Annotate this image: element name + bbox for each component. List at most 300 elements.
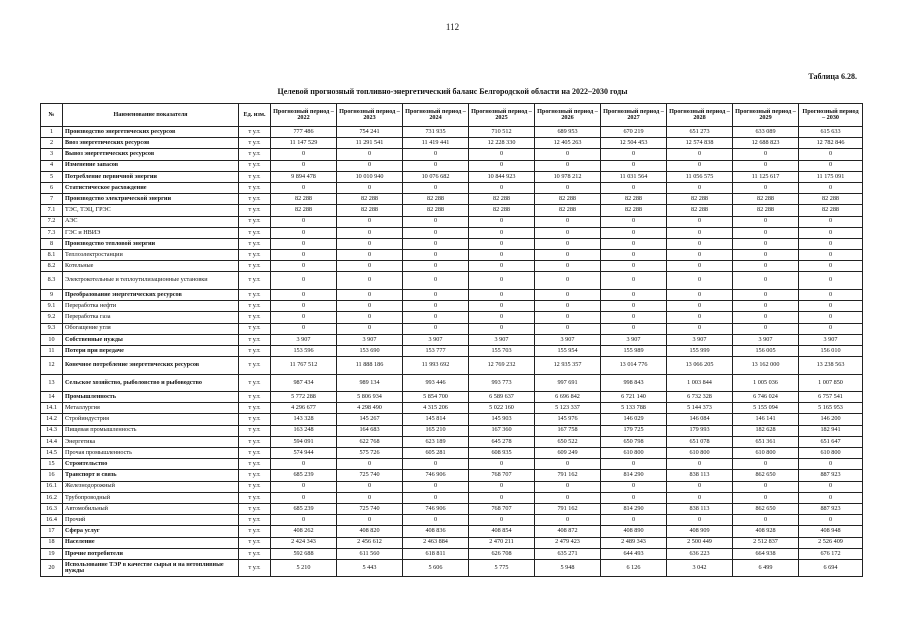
value-cell: 1 005 036 (733, 374, 799, 392)
unit-cell: т у.т. (239, 182, 271, 193)
value-cell: 651 273 (667, 127, 733, 138)
value-cell: 408 909 (667, 526, 733, 537)
value-cell: 82 288 (535, 205, 601, 216)
indicator-name: Прочие потребители (63, 548, 239, 559)
indicator-name: Прочая промышленность (63, 448, 239, 459)
value-cell: 0 (403, 182, 469, 193)
table-row (41, 537, 863, 548)
value-cell: 0 (403, 250, 469, 261)
value-cell: 0 (337, 149, 403, 160)
value-cell: 3 907 (601, 334, 667, 345)
value-cell: 1 007 850 (799, 374, 863, 392)
unit-cell: т у.т. (239, 470, 271, 481)
row-number: 16.2 (41, 492, 63, 503)
value-cell: 0 (733, 289, 799, 300)
value-cell: 163 248 (271, 425, 337, 436)
value-cell: 594 091 (271, 436, 337, 447)
column-header: Ед. изм. (239, 104, 271, 127)
unit-cell: т у.т. (239, 138, 271, 149)
value-cell: 1 003 844 (667, 374, 733, 392)
value-cell: 0 (271, 238, 337, 249)
value-cell: 11 888 186 (337, 357, 403, 375)
value-cell: 146 084 (667, 414, 733, 425)
value-cell: 0 (271, 459, 337, 470)
value-cell: 644 493 (601, 548, 667, 559)
value-cell: 12 228 330 (469, 138, 535, 149)
value-cell: 3 907 (535, 334, 601, 345)
value-cell: 0 (271, 492, 337, 503)
unit-cell: т у.т. (239, 250, 271, 261)
unit-cell: т у.т. (239, 205, 271, 216)
table-row (41, 403, 863, 414)
value-cell: 0 (667, 160, 733, 171)
value-cell: 0 (667, 459, 733, 470)
value-cell: 0 (403, 261, 469, 272)
unit-cell: т у.т. (239, 357, 271, 375)
value-cell: 11 767 512 (271, 357, 337, 375)
value-cell: 0 (733, 515, 799, 526)
value-cell: 153 690 (337, 345, 403, 356)
value-cell: 0 (535, 182, 601, 193)
row-number: 18 (41, 537, 63, 548)
indicator-name: Переработка нефти (63, 301, 239, 312)
value-cell: 0 (469, 261, 535, 272)
value-cell: 754 241 (337, 127, 403, 138)
value-cell: 651 647 (799, 436, 863, 447)
value-cell: 0 (733, 216, 799, 227)
value-cell: 610 800 (667, 448, 733, 459)
value-cell: 0 (601, 301, 667, 312)
value-cell: 11 056 575 (667, 171, 733, 182)
value-cell: 862 650 (733, 503, 799, 514)
row-number: 7.1 (41, 205, 63, 216)
value-cell: 3 042 (667, 559, 733, 577)
value-cell: 82 288 (535, 194, 601, 205)
value-cell: 633 089 (733, 127, 799, 138)
table-row (41, 559, 863, 577)
indicator-name: Преобразование энергетических ресурсов (63, 289, 239, 300)
value-cell: 0 (403, 289, 469, 300)
value-cell: 0 (271, 312, 337, 323)
table-row (41, 127, 863, 138)
value-cell: 0 (667, 301, 733, 312)
value-cell: 0 (271, 216, 337, 227)
unit-cell: т у.т. (239, 127, 271, 138)
value-cell: 155 999 (667, 345, 733, 356)
value-cell: 0 (733, 312, 799, 323)
unit-cell: т у.т. (239, 503, 271, 514)
row-number: 10 (41, 334, 63, 345)
table-row (41, 334, 863, 345)
value-cell: 838 113 (667, 503, 733, 514)
value-cell: 0 (403, 323, 469, 334)
value-cell: 791 162 (535, 470, 601, 481)
value-cell: 146 029 (601, 414, 667, 425)
value-cell: 0 (337, 301, 403, 312)
value-cell: 0 (799, 250, 863, 261)
value-cell: 0 (667, 515, 733, 526)
value-cell: 13 066 205 (667, 357, 733, 375)
value-cell: 82 288 (469, 194, 535, 205)
value-cell: 82 288 (799, 205, 863, 216)
value-cell: 0 (403, 238, 469, 249)
value-cell: 0 (337, 216, 403, 227)
value-cell: 10 844 923 (469, 171, 535, 182)
value-cell: 82 288 (667, 194, 733, 205)
value-cell: 6 721 140 (601, 392, 667, 403)
indicator-name: Сельское хозяйство, рыболовство и рыбоводство (63, 374, 239, 392)
value-cell: 3 907 (733, 334, 799, 345)
value-cell: 610 800 (733, 448, 799, 459)
value-cell: 82 288 (403, 205, 469, 216)
value-cell: 618 811 (403, 548, 469, 559)
value-cell: 2 489 343 (601, 537, 667, 548)
value-cell: 689 953 (535, 127, 601, 138)
unit-cell: т у.т. (239, 548, 271, 559)
value-cell: 0 (337, 492, 403, 503)
value-cell: 0 (601, 238, 667, 249)
value-cell: 0 (535, 459, 601, 470)
value-cell: 0 (271, 261, 337, 272)
value-cell: 6 694 (799, 559, 863, 577)
unit-cell: т у.т. (239, 559, 271, 577)
value-cell: 3 907 (667, 334, 733, 345)
value-cell: 731 935 (403, 127, 469, 138)
value-cell: 0 (403, 515, 469, 526)
unit-cell: т у.т. (239, 171, 271, 182)
value-cell: 0 (337, 459, 403, 470)
value-cell: 0 (271, 160, 337, 171)
value-cell: 0 (535, 289, 601, 300)
value-cell: 0 (403, 492, 469, 503)
indicator-name: Котельные (63, 261, 239, 272)
value-cell: 11 031 564 (601, 171, 667, 182)
value-cell: 153 596 (271, 345, 337, 356)
unit-cell: т у.т. (239, 425, 271, 436)
indicator-name: Использование ТЭР в качестве сырья и на нетопливные нужды (63, 559, 239, 577)
value-cell: 2 463 884 (403, 537, 469, 548)
value-cell: 167 758 (535, 425, 601, 436)
value-cell: 0 (733, 238, 799, 249)
value-cell: 5 606 (403, 559, 469, 577)
value-cell: 0 (601, 289, 667, 300)
row-number: 16.1 (41, 481, 63, 492)
value-cell: 0 (601, 459, 667, 470)
value-cell: 710 512 (469, 127, 535, 138)
value-cell: 82 288 (337, 205, 403, 216)
value-cell: 408 948 (799, 526, 863, 537)
row-number: 6 (41, 182, 63, 193)
value-cell: 768 707 (469, 470, 535, 481)
indicator-name: Теплоэлектростанции (63, 250, 239, 261)
value-cell: 156 010 (799, 345, 863, 356)
value-cell: 0 (469, 312, 535, 323)
indicator-name: Производство энергетических ресурсов (63, 127, 239, 138)
row-number: 11 (41, 345, 63, 356)
value-cell: 408 836 (403, 526, 469, 537)
table-row (41, 481, 863, 492)
value-cell: 777 486 (271, 127, 337, 138)
value-cell: 0 (337, 312, 403, 323)
value-cell: 0 (535, 312, 601, 323)
column-header: Прогнозный период – 2022 (271, 104, 337, 127)
value-cell: 626 708 (469, 548, 535, 559)
row-number: 7 (41, 194, 63, 205)
value-cell: 725 740 (337, 503, 403, 514)
table-row (41, 470, 863, 481)
value-cell: 0 (799, 238, 863, 249)
value-cell: 6 746 024 (733, 392, 799, 403)
value-cell: 575 726 (337, 448, 403, 459)
value-cell: 9 894 478 (271, 171, 337, 182)
value-cell: 2 512 837 (733, 537, 799, 548)
table-row (41, 414, 863, 425)
value-cell: 0 (403, 216, 469, 227)
table-header-row (41, 104, 863, 127)
value-cell: 0 (601, 312, 667, 323)
value-cell: 0 (601, 216, 667, 227)
value-cell: 610 800 (799, 448, 863, 459)
row-number: 8.3 (41, 272, 63, 290)
table-row (41, 548, 863, 559)
value-cell: 989 134 (337, 374, 403, 392)
value-cell: 6 696 842 (535, 392, 601, 403)
value-cell: 0 (799, 289, 863, 300)
value-cell: 0 (337, 515, 403, 526)
row-number: 19 (41, 548, 63, 559)
value-cell: 0 (469, 323, 535, 334)
row-number: 14.5 (41, 448, 63, 459)
value-cell: 179 993 (667, 425, 733, 436)
value-cell: 2 526 409 (799, 537, 863, 548)
unit-cell: т у.т. (239, 537, 271, 548)
column-header: Прогнозный период – 2030 (799, 104, 863, 127)
indicator-name: Потери при передаче (63, 345, 239, 356)
value-cell: 0 (667, 312, 733, 323)
value-cell: 0 (271, 182, 337, 193)
unit-cell: т у.т. (239, 312, 271, 323)
value-cell: 145 903 (469, 414, 535, 425)
value-cell: 5 123 337 (535, 403, 601, 414)
table-row (41, 149, 863, 160)
column-header: Прогнозный период – 2028 (667, 104, 733, 127)
value-cell: 12 782 846 (799, 138, 863, 149)
unit-cell: т у.т. (239, 301, 271, 312)
value-cell: 0 (469, 459, 535, 470)
value-cell: 609 249 (535, 448, 601, 459)
value-cell: 651 361 (733, 436, 799, 447)
value-cell: 11 419 441 (403, 138, 469, 149)
value-cell: 0 (799, 216, 863, 227)
value-cell: 0 (469, 238, 535, 249)
value-cell: 13 238 563 (799, 357, 863, 375)
value-cell: 5 022 160 (469, 403, 535, 414)
unit-cell: т у.т. (239, 149, 271, 160)
value-cell: 408 890 (601, 526, 667, 537)
indicator-name: Прочий (63, 515, 239, 526)
table-row (41, 205, 863, 216)
row-number: 13 (41, 374, 63, 392)
indicator-name: Сфера услуг (63, 526, 239, 537)
value-cell: 3 907 (799, 334, 863, 345)
value-cell: 0 (469, 301, 535, 312)
value-cell: 0 (403, 272, 469, 290)
table-row (41, 250, 863, 261)
value-cell: 887 923 (799, 503, 863, 514)
value-cell: 993 446 (403, 374, 469, 392)
value-cell: 0 (535, 515, 601, 526)
unit-cell: т у.т. (239, 334, 271, 345)
indicator-name: Население (63, 537, 239, 548)
table-row (41, 194, 863, 205)
value-cell: 997 691 (535, 374, 601, 392)
unit-cell: т у.т. (239, 261, 271, 272)
value-cell: 0 (271, 227, 337, 238)
unit-cell: т у.т. (239, 194, 271, 205)
unit-cell: т у.т. (239, 492, 271, 503)
value-cell: 0 (733, 250, 799, 261)
value-cell: 0 (733, 261, 799, 272)
row-number: 8 (41, 238, 63, 249)
value-cell: 82 288 (601, 205, 667, 216)
value-cell: 0 (799, 182, 863, 193)
table-row (41, 345, 863, 356)
value-cell: 182 628 (733, 425, 799, 436)
value-cell: 0 (799, 323, 863, 334)
value-cell: 862 650 (733, 470, 799, 481)
value-cell: 0 (667, 261, 733, 272)
value-cell: 0 (733, 227, 799, 238)
value-cell: 0 (403, 312, 469, 323)
value-cell: 670 219 (601, 127, 667, 138)
value-cell: 791 162 (535, 503, 601, 514)
row-number: 14.4 (41, 436, 63, 447)
table-row (41, 238, 863, 249)
value-cell: 0 (337, 261, 403, 272)
value-cell: 5 443 (337, 559, 403, 577)
value-cell: 0 (601, 481, 667, 492)
row-number: 4 (41, 160, 63, 171)
value-cell: 2 500 449 (667, 537, 733, 548)
value-cell: 610 800 (601, 448, 667, 459)
value-cell: 0 (469, 216, 535, 227)
value-cell: 0 (403, 459, 469, 470)
row-number: 9.1 (41, 301, 63, 312)
table-row (41, 526, 863, 537)
value-cell: 838 113 (667, 470, 733, 481)
value-cell: 0 (667, 272, 733, 290)
row-number: 15 (41, 459, 63, 470)
table-row (41, 515, 863, 526)
value-cell: 11 993 692 (403, 357, 469, 375)
unit-cell: т у.т. (239, 436, 271, 447)
table-row (41, 227, 863, 238)
table-row (41, 436, 863, 447)
value-cell: 0 (667, 149, 733, 160)
indicator-name: Конечное потребление энергетических ресурсов (63, 357, 239, 375)
value-cell: 0 (799, 481, 863, 492)
row-number: 5 (41, 171, 63, 182)
unit-cell: т у.т. (239, 459, 271, 470)
value-cell: 0 (733, 160, 799, 171)
value-cell: 0 (799, 227, 863, 238)
unit-cell: т у.т. (239, 526, 271, 537)
value-cell: 0 (535, 250, 601, 261)
value-cell: 0 (535, 272, 601, 290)
unit-cell: т у.т. (239, 403, 271, 414)
value-cell: 0 (337, 250, 403, 261)
value-cell: 0 (535, 216, 601, 227)
value-cell: 6 589 637 (469, 392, 535, 403)
value-cell: 0 (337, 481, 403, 492)
value-cell: 0 (667, 481, 733, 492)
value-cell: 6 126 (601, 559, 667, 577)
indicator-name: Потребление первичной энергии (63, 171, 239, 182)
unit-cell: т у.т. (239, 481, 271, 492)
value-cell: 623 189 (403, 436, 469, 447)
value-cell: 5 854 700 (403, 392, 469, 403)
value-cell: 676 172 (799, 548, 863, 559)
value-cell: 2 479 423 (535, 537, 601, 548)
value-cell: 0 (799, 459, 863, 470)
unit-cell: т у.т. (239, 238, 271, 249)
value-cell: 0 (799, 149, 863, 160)
value-cell: 608 935 (469, 448, 535, 459)
value-cell: 0 (535, 227, 601, 238)
value-cell: 0 (601, 323, 667, 334)
indicator-name: Ввоз энергетических ресурсов (63, 138, 239, 149)
row-number: 14.2 (41, 414, 63, 425)
value-cell: 0 (733, 323, 799, 334)
value-cell: 651 078 (667, 436, 733, 447)
value-cell: 0 (535, 149, 601, 160)
unit-cell: т у.т. (239, 345, 271, 356)
unit-cell: т у.т. (239, 323, 271, 334)
value-cell: 3 907 (337, 334, 403, 345)
unit-cell: т у.т. (239, 374, 271, 392)
energy-balance-table (40, 103, 863, 577)
value-cell: 5 165 953 (799, 403, 863, 414)
value-cell: 146 141 (733, 414, 799, 425)
table-row (41, 459, 863, 470)
value-cell: 5 775 (469, 559, 535, 577)
indicator-name: Металлургия (63, 403, 239, 414)
value-cell: 0 (535, 481, 601, 492)
value-cell: 0 (271, 481, 337, 492)
value-cell: 814 290 (601, 470, 667, 481)
table-row (41, 160, 863, 171)
indicator-name: Железнодорожный (63, 481, 239, 492)
value-cell: 82 288 (733, 194, 799, 205)
row-number: 9 (41, 289, 63, 300)
value-cell: 0 (667, 227, 733, 238)
value-cell: 645 278 (469, 436, 535, 447)
value-cell: 408 872 (535, 526, 601, 537)
value-cell: 0 (337, 272, 403, 290)
table-row (41, 301, 863, 312)
value-cell: 0 (337, 160, 403, 171)
indicator-name: Стройиндустрия (63, 414, 239, 425)
value-cell: 12 574 838 (667, 138, 733, 149)
value-cell: 155 703 (469, 345, 535, 356)
value-cell: 0 (733, 459, 799, 470)
value-cell: 0 (535, 323, 601, 334)
value-cell: 165 210 (403, 425, 469, 436)
indicator-name: Производство тепловой энергии (63, 238, 239, 249)
table-row (41, 392, 863, 403)
value-cell: 0 (601, 160, 667, 171)
value-cell: 12 504 453 (601, 138, 667, 149)
